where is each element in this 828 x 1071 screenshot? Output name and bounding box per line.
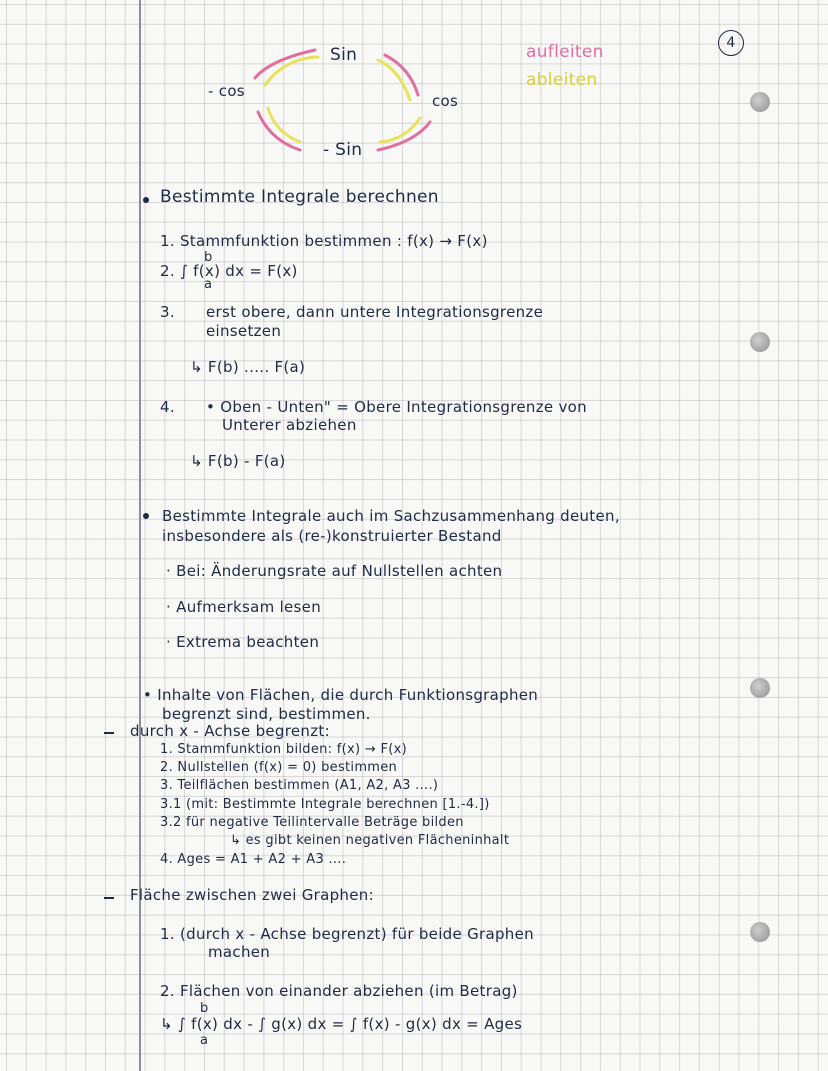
cycle-minus-cos: - cos — [208, 82, 245, 100]
legend-aufleiten: aufleiten — [526, 42, 604, 62]
cycle-sin: Sin — [330, 45, 358, 65]
section2-tip3: · Extrema beachten — [166, 633, 320, 651]
section1-step2: 2. ∫ f(x) dx = F(x) — [160, 262, 298, 280]
section3-step4: 4. Ages = A1 + A2 + A3 .... — [160, 852, 347, 867]
cycle-minus-sin: - Sin — [323, 140, 363, 160]
legend-ableiten: ableiten — [526, 70, 598, 90]
section2-line1: Bestimmte Integrale auch im Sachzusammenhang deuten, — [162, 507, 620, 525]
arrow-yellow — [268, 108, 300, 142]
arrow-yellow — [378, 60, 410, 100]
section2-line2: insbesondere als (re-)konstruierter Bestand — [162, 527, 502, 545]
between-step2: 2. Flächen von einander abziehen (im Betrag) — [160, 982, 518, 1000]
section3-line3: durch x - Achse begrenzt: — [130, 722, 330, 740]
section3-step3-2: 3.2 für negative Teilintervalle Beträge bilden — [160, 815, 464, 830]
dash-marker — [104, 897, 114, 899]
section2-tip2: · Aufmerksam lesen — [166, 598, 322, 616]
cycle-cos: cos — [432, 92, 459, 110]
section1-step4-line1: • Oben - Unten" = Obere Integrationsgrenze von — [206, 398, 587, 416]
formula-lower: a — [200, 1033, 209, 1048]
between-heading: Fläche zwischen zwei Graphen: — [130, 886, 374, 904]
between-formula: ↳ ∫ f(x) dx - ∫ g(x) dx = ∫ f(x) - g(x) dx = Ages — [160, 1015, 523, 1033]
section3-line1: • Inhalte von Flächen, die durch Funktionsgraphen — [143, 686, 539, 704]
section1-step3-line1: erst obere, dann untere Integrationsgrenze — [206, 303, 544, 321]
between-step1-line1: 1. (durch x - Achse begrenzt) für beide Graphen — [160, 925, 534, 943]
section3-step3: 3. Teilflächen bestimmen (A1, A2, A3 ....) — [160, 778, 439, 793]
section3-step2: 2. Nullstellen (f(x) = 0) bestimmen — [160, 760, 398, 775]
section1-step4-result: ↳ F(b) - F(a) — [190, 452, 286, 470]
section3-step1: 1. Stammfunktion bilden: f(x) → F(x) — [160, 742, 407, 757]
arrow-yellow — [265, 57, 318, 85]
dash-marker — [104, 732, 114, 734]
section3-step3-2-note: ↳ es gibt keinen negativen Flächeninhalt — [230, 833, 510, 848]
section1-step3-line2: einsetzen — [206, 322, 282, 340]
integral-lower: a — [204, 277, 213, 292]
section1-step3-num: 3. — [160, 303, 175, 321]
section2-tip1: · Bei: Änderungsrate auf Nullstellen achten — [166, 562, 503, 580]
formula-upper: b — [200, 1001, 209, 1016]
section3-step3-1: 3.1 (mit: Bestimmte Integrale berechnen [1.-4.]) — [160, 797, 490, 812]
integral-upper: b — [204, 250, 213, 265]
arrow-pink — [378, 122, 430, 150]
page-number: 4 — [718, 30, 744, 56]
arrow-pink — [258, 112, 300, 150]
arrow-pink — [255, 50, 315, 78]
section3-line2: begrenzt sind, bestimmen. — [162, 705, 371, 723]
section1-step1: 1. Stammfunktion bestimmen : f(x) → F(x) — [160, 232, 488, 250]
section1-heading: Bestimmte Integrale berechnen — [160, 187, 439, 207]
bullet — [143, 513, 149, 519]
between-step1-line2: machen — [208, 943, 271, 961]
section1-step4-num: 4. — [160, 398, 175, 416]
bullet — [143, 197, 149, 203]
arrow-yellow — [380, 118, 420, 142]
section1-step3-result: ↳ F(b) ..... F(a) — [190, 358, 306, 376]
section1-step4-line2: Unterer abziehen — [222, 416, 357, 434]
arrow-pink — [385, 55, 418, 95]
